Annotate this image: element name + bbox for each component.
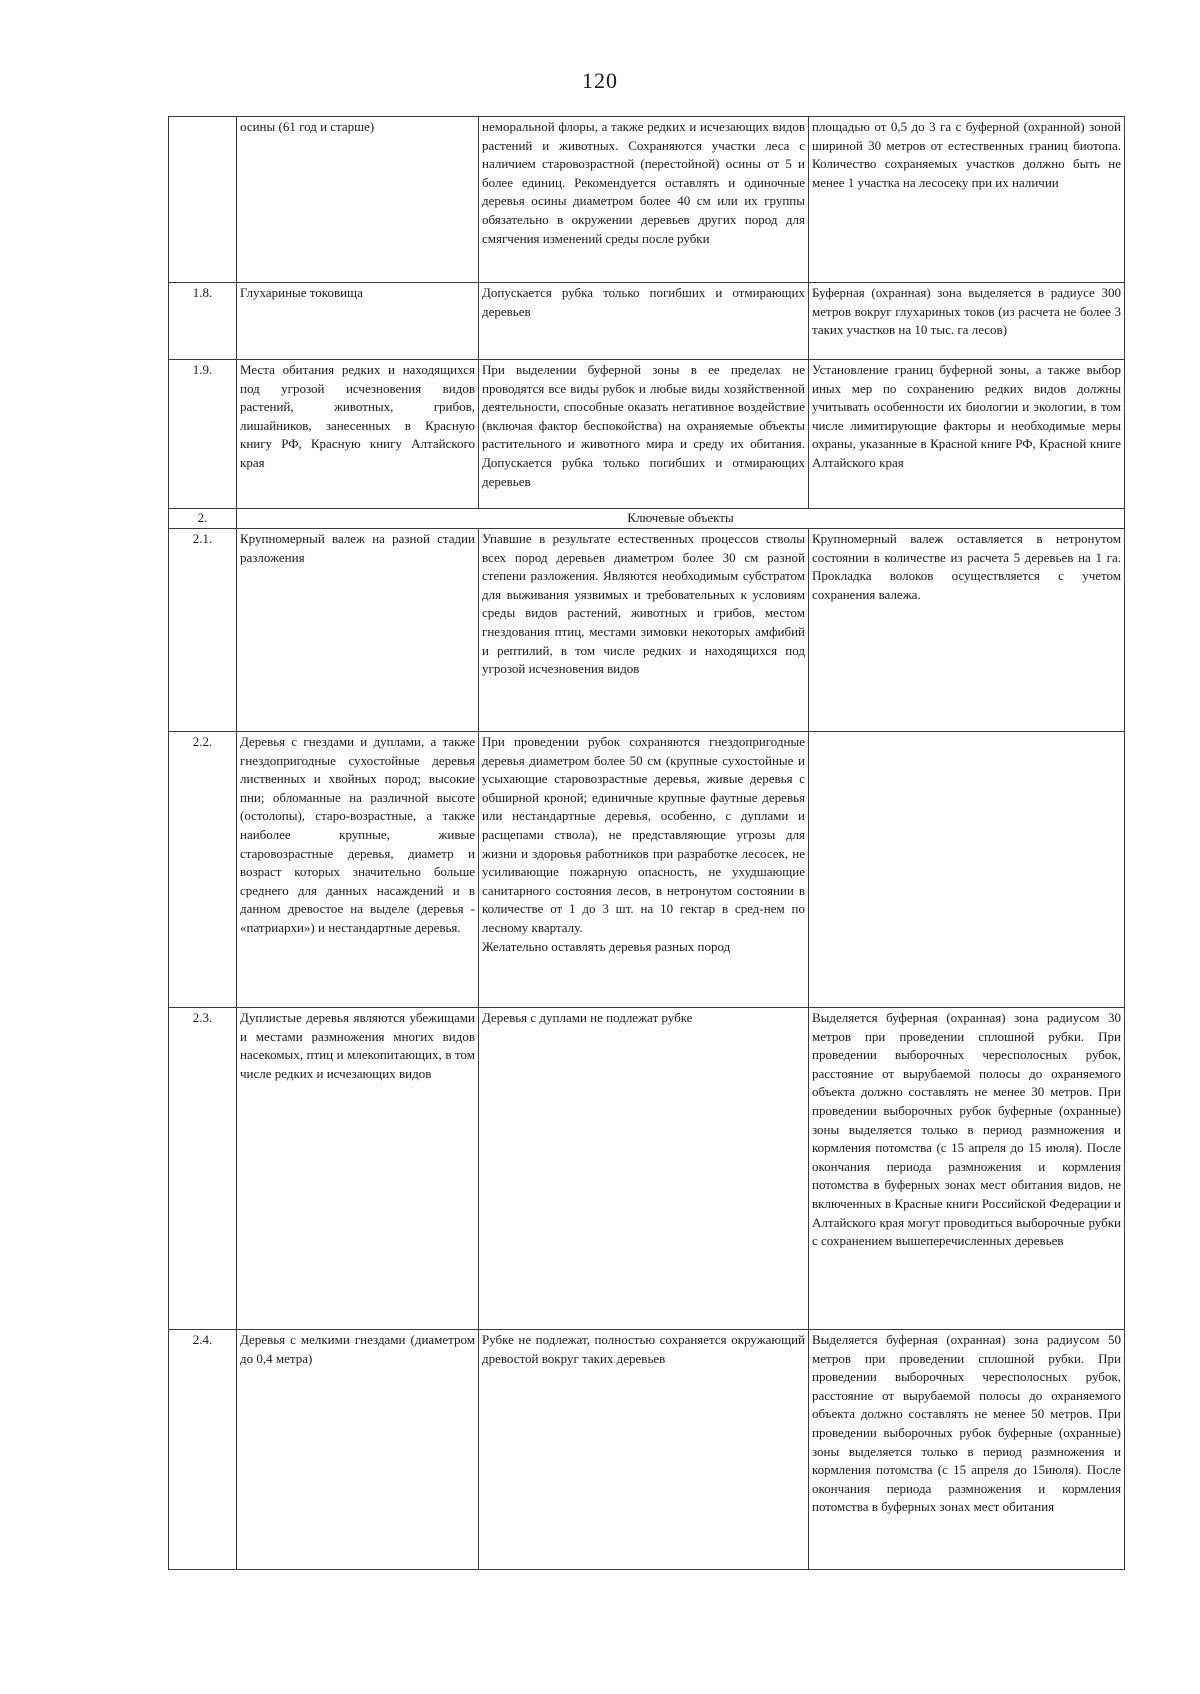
measures-cell: площадью от 0,5 до 3 га с буферной (охранной) зоной шириной 30 метров от естественных границ биотопа. Количество сохраняемых участков должно быть не менее 1 участка на лесосеку при их наличии: [809, 117, 1125, 283]
description-cell: неморальной флоры, а также редких и исчезающих видов растений и животных. Сохраняются участки леса с наличием старовозрастной (перестойной) осины от 5 и более единиц. Рекомендуется оставлять и одиночные деревья осины диаметром более 40 см или их группы обязательно в окружении деревьев других пород для смягчения изменений среды после рубки: [479, 117, 809, 283]
requirements-table: [168, 116, 1125, 1570]
table-row: [169, 117, 1125, 283]
row-number: 1.9.: [169, 360, 237, 509]
row-number: [169, 117, 237, 283]
object-cell: Дуплистые деревья являются убежищами и местами размножения многих видов насекомых, птиц и млекопитающих, в том числе редких и исчезающих видов: [237, 1008, 479, 1330]
measures-cell: [809, 732, 1125, 1008]
measures-cell: Крупномерный валеж оставляется в нетронутом состоянии в количестве из расчета 5 деревьев на 1 га. Прокладка волоков осуществляется с учетом сохранения валежа.: [809, 529, 1125, 732]
row-number: 2.2.: [169, 732, 237, 1008]
table-row: [169, 529, 1125, 732]
object-cell: Глухариные токовища: [237, 283, 479, 360]
row-number: 2.3.: [169, 1008, 237, 1330]
object-cell: Крупномерный валеж на разной стадии разложения: [237, 529, 479, 732]
measures-cell: Буферная (охранная) зона выделяется в радиусе 300 метров вокруг глухариных токов (из расчета не более 3 таких участков на 10 тыс. га лесов): [809, 283, 1125, 360]
measures-cell: Выделяется буферная (охранная) зона радиусом 50 метров при проведении сплошной рубки. При проведении выборочных чересполосных рубок, расстояние от вырубаемой полосы до охраняемого объекта должно составлять не менее 50 метров. При проведении выборочных рубок буферные (охранные) зоны выделяется только в период размножения и кормления потомства (с 15 апреля до 15июля). После окончания периода размножения и кормления потомства в буферных зонах мест обитания: [809, 1330, 1125, 1570]
object-cell: Места обитания редких и находящихся под угрозой исчезновения видов растений, животных, грибов, лишайников, занесенных в Красную книгу РФ, Красную книгу Алтайского края: [237, 360, 479, 509]
table-row: [169, 283, 1125, 360]
table-row: [169, 1008, 1125, 1330]
row-number: 2.4.: [169, 1330, 237, 1570]
table-row: [169, 732, 1125, 1008]
page-number: 120: [582, 68, 618, 93]
description-cell: Деревья с дуплами не подлежат рубке: [479, 1008, 809, 1330]
description-cell: Рубке не подлежат, полностью сохраняется окружающий древостой вокруг таких деревьев: [479, 1330, 809, 1570]
object-cell: Деревья с мелкими гнездами (диаметром до 0,4 метра): [237, 1330, 479, 1570]
table-row: [169, 1330, 1125, 1570]
table-row: [169, 360, 1125, 509]
description-text: При проведении рубок сохраняются гнездопригодные деревья диаметром более 50 см (крупные сухостойные и усыхающие старовозрастные деревья, живые деревья с обширной кроной; единичные крупные фаутные деревья или нестандартные деревья, особенно, с дуплами и расщепами ствола), не представляющие угрозы для жизни и здоровья работников при разработке лесосек, не усиливающие пожарную опасность, не ухудшающие санитарного состояния лесов, в нетронутом состоянии в количестве от 1 до 3 шт. на 10 гектар в сред-нем по лесному кварталу.: [482, 734, 805, 935]
measures-cell: Выделяется буферная (охранная) зона радиусом 30 метров при проведении сплошной рубки. При проведении выборочных чересполосных рубок, расстояние от вырубаемой полосы до охраняемого объекта должно составлять не менее 30 метров. При проведении выборочных рубок буферные (охранные) зоны выделяется только в период размножения и кормления потомства (с 15 апреля до 15 июля). После окончания периода размножения и кормления потомства в буферных зонах мест обитания видов, не включенных в Красные книги Российской Федерации и Алтайского края могут проводиться выборочные рубки с сохранением вышеперечисленных деревьев: [809, 1008, 1125, 1330]
description-note: Желательно оставлять деревья разных пород: [482, 938, 731, 954]
row-number: 1.8.: [169, 283, 237, 360]
object-cell: Деревья с гнездами и дуплами, а также гнездопригодные сухостойные деревья лиственных и хвойных пород; высокие пни; обломанные на различной высоте (остолопы), старо-возрастные, а также наиболее крупные, живые старовозрастные деревья, диаметр и возраст которых значительно больше среднего для данных насаждений и в данном древостое на выделе (деревья - «патриархи») и нестандартные деревья.: [237, 732, 479, 1008]
section-number: 2.: [169, 509, 237, 529]
description-cell: При выделении буферной зоны в ее пределах не проводятся все виды рубок и любые виды хозяйственной деятельности, способные оказать негативное воздействие (включая фактор беспокойства) на охраняемые объекты растительного и животного мира и среду их обитания. Допускается рубка только погибших и отмирающих деревьев: [479, 360, 809, 509]
description-cell: Упавшие в результате естественных процессов стволы всех пород деревьев диаметром более 30 см разной степени разложения. Являются необходимым субстратом для выживания уязвимых и требовательных к условиям среды видов растений, животных и грибов, местом гнездования птиц, местами зимовки некоторых амфибий и рептилий, в том числе редких и находящихся под угрозой исчезновения видов: [479, 529, 809, 732]
section-row: [169, 509, 1125, 529]
object-cell: осины (61 год и старше): [237, 117, 479, 283]
section-title: Ключевые объекты: [237, 509, 1125, 529]
row-number: 2.1.: [169, 529, 237, 732]
measures-cell: Установление границ буферной зоны, а также выбор иных мер по сохранению редких видов должны учитывать особенности их биологии и экологии, в том числе лимитирующие факторы и необходимые меры охраны, указанные в Красной книге РФ, Красной книге Алтайского края: [809, 360, 1125, 509]
description-cell: [479, 732, 809, 1008]
description-cell: Допускается рубка только погибших и отмирающих деревьев: [479, 283, 809, 360]
